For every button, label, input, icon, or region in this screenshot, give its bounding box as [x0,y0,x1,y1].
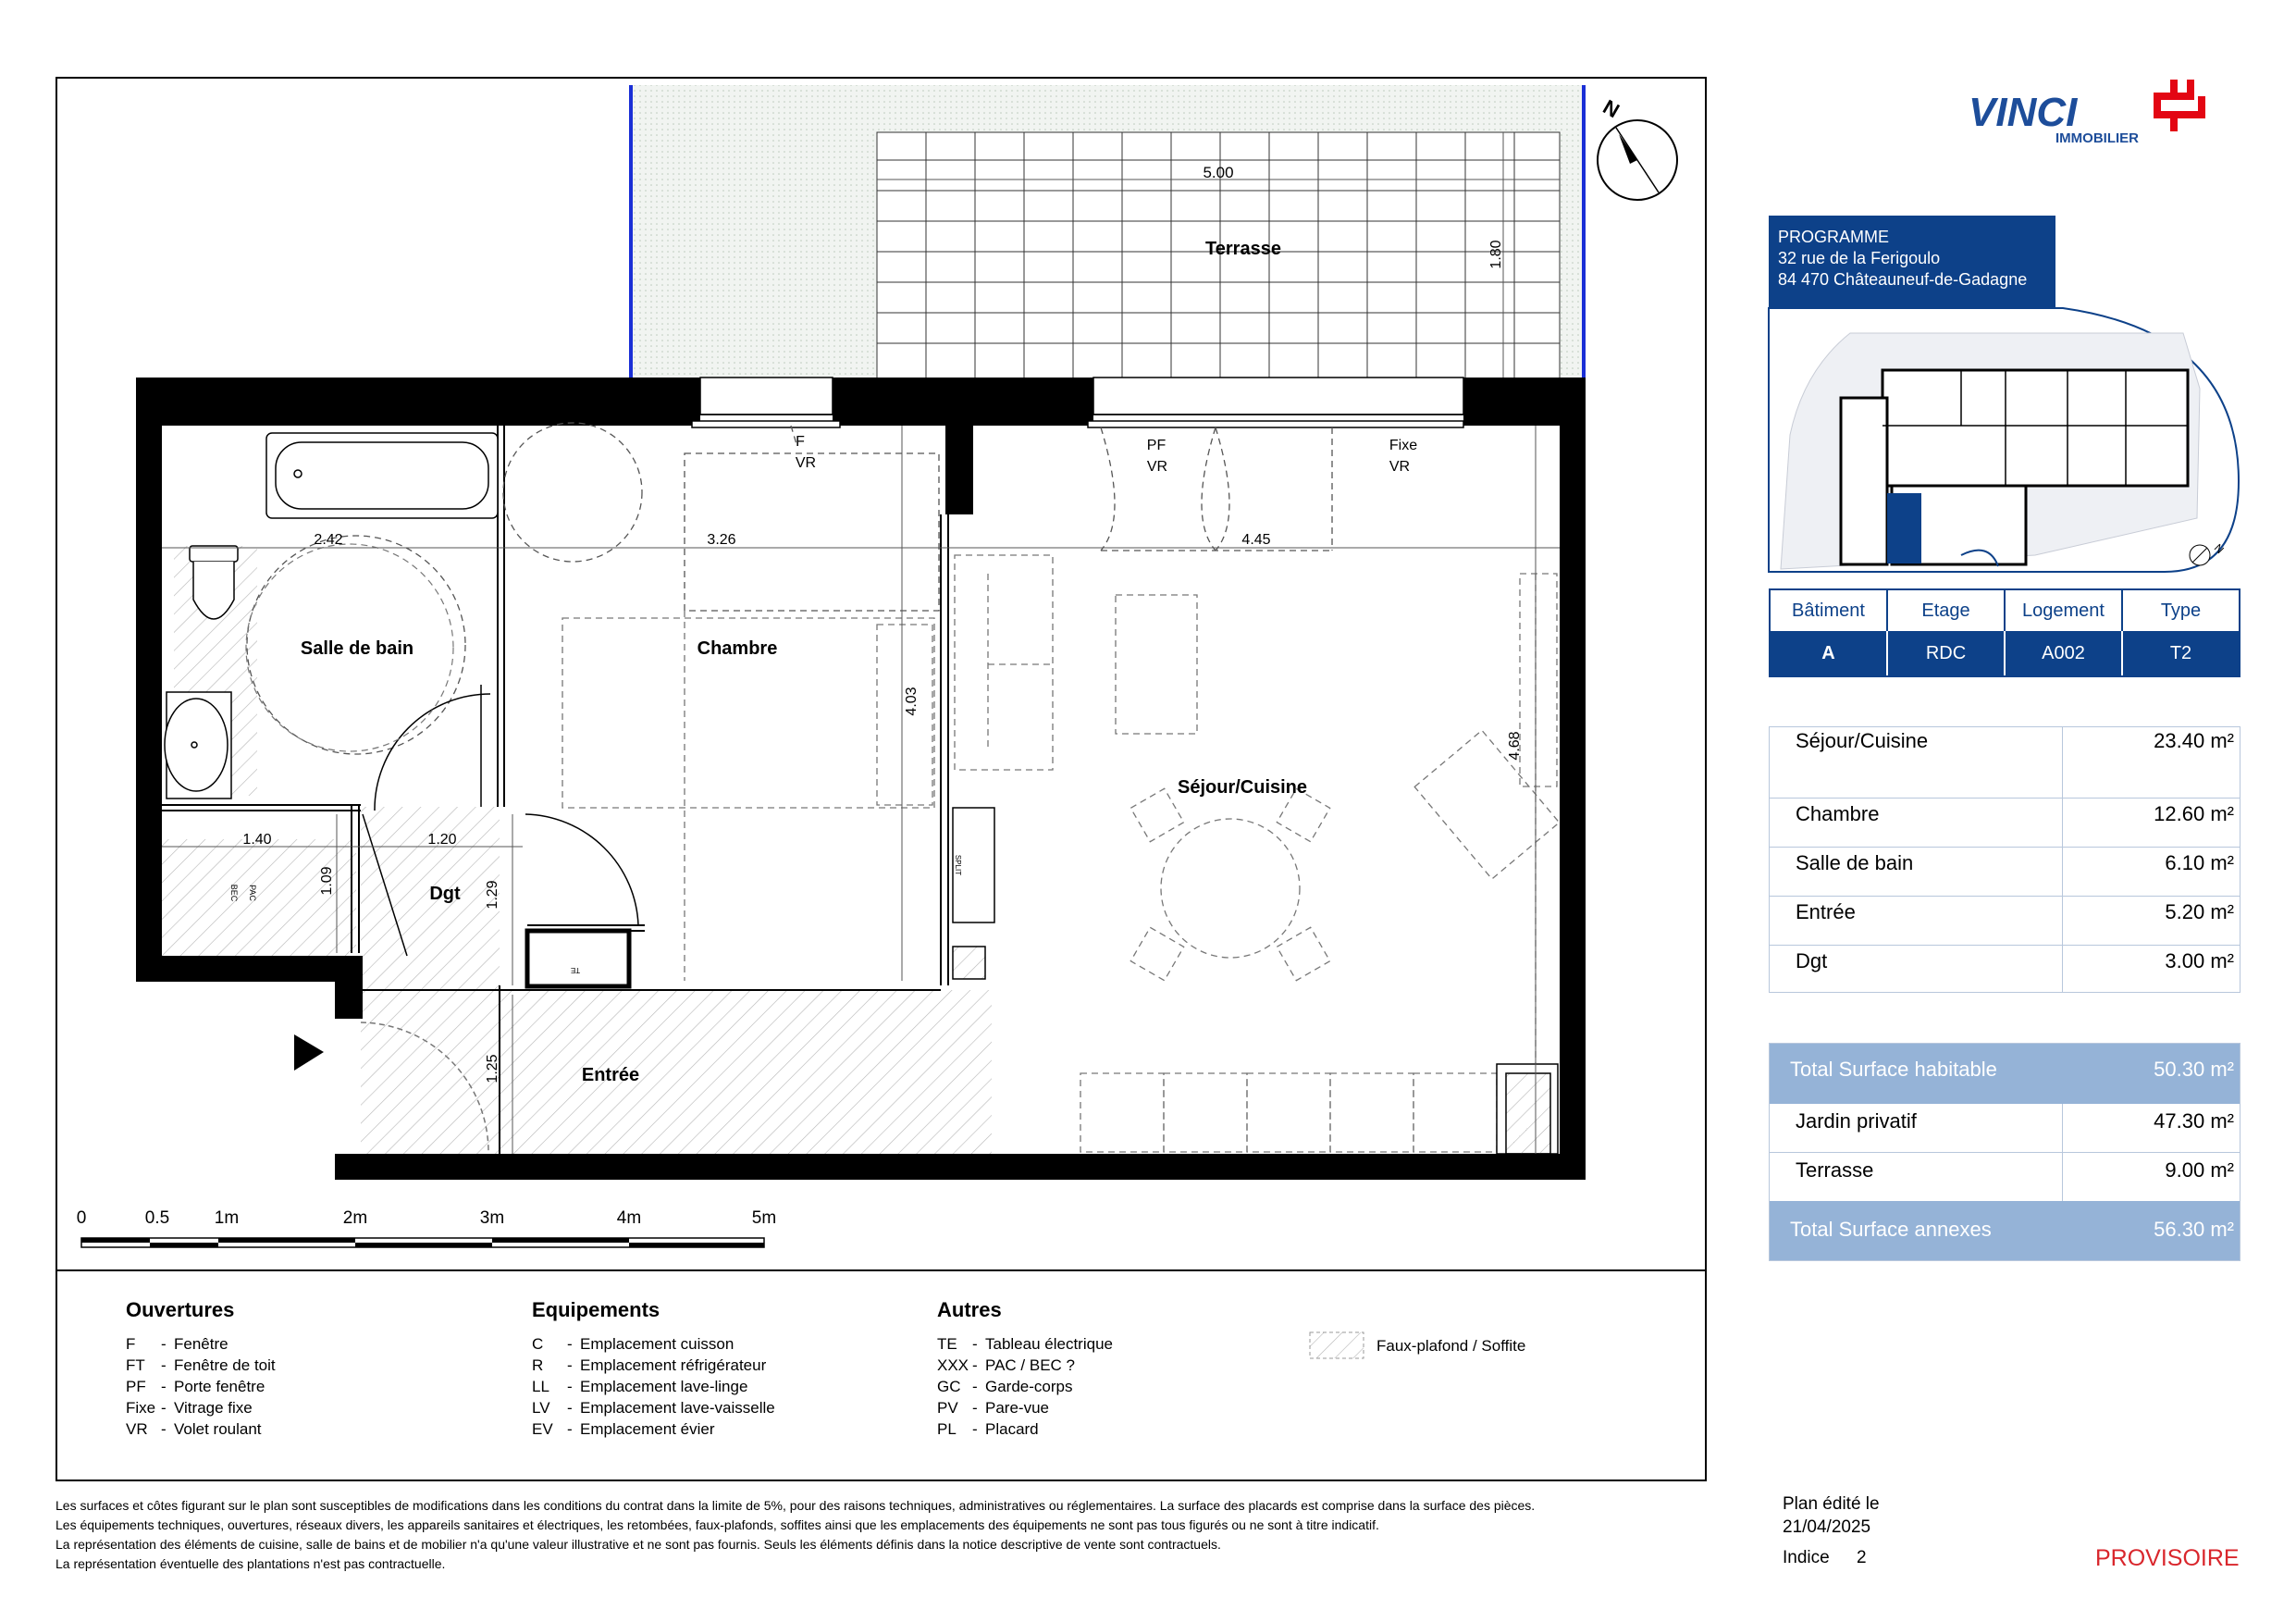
terrasse-row: Terrasse 9.00 m² [1796,1158,2234,1182]
info-table [1769,588,2240,677]
entrance-arrow-icon [294,1034,324,1071]
legend-equipements-title: Equipements [532,1298,660,1321]
indice-value: 2 [1857,1548,1867,1567]
legend-row: GC - Garde-corps [937,1378,1073,1395]
legend-row: VR - Volet roulant [126,1420,262,1438]
scale-label-05: 0.5 [144,1208,170,1228]
room-label-salle-de-bain: Salle de bain [300,638,414,659]
minimap-north-label: N [2211,541,2227,557]
dining-set [1130,730,1559,980]
pac-label: PAC [248,885,257,901]
split-label: SPLIT [954,854,962,876]
legend-equipements [532,1298,775,1440]
terrace-width-label: 5.00 [1203,164,1234,181]
programme-box [1769,216,2055,308]
logo-cross-icon [2157,80,2202,131]
vinci-logo [1969,80,2202,146]
surface-row-entree: Entrée 5.20 m² [1770,897,2240,946]
faux-plafond-areas [162,546,992,1154]
opening-label-vr-3: VR [1389,459,1411,475]
status-provisoire: PROVISOIRE [2095,1545,2240,1571]
bathtub [266,433,498,518]
disclaimer-line: La représentation des éléments de cuisine, salle de bains et de mobilier n'a qu'une valeur illustrative et ne sont pas fournis. Seuls les éléments définis dans la notice descriptive de vente sont contractuels. [56,1537,1221,1552]
dim-dgt-depth: 1.29 [485,880,500,910]
dim-bathroom-width: 2.42 [314,532,343,548]
legend-ouvertures [126,1298,276,1440]
opening-label-fixe: Fixe [1389,438,1418,453]
legend-row: FT - Fenêtre de toit [126,1356,276,1374]
surface-row-dgt: Dgt 3.00 m² [1796,949,2234,972]
surface-row-chambre: Chambre 12.60 m² [1770,799,2240,848]
info-header-batiment: Bâtiment [1771,590,1888,631]
disclaimer-line: Les surfaces et côtes figurant sur le plan sont susceptibles de modifications dans les conditions du contrat dans la limite de 5%, pour des raisons techniques, administratives ou réglementaires. La surface des placards est comprise dans la surface des pièces. [56,1498,1536,1513]
surface-row-sejour: Séjour/Cuisine 23.40 m² [1770,727,2240,799]
scale-label-5m: 5m [751,1208,777,1228]
dim-bedroom-width: 3.26 [707,532,736,548]
legend-row: EV - Emplacement évier [532,1420,715,1438]
legend-row: R - Emplacement réfrigérateur [532,1356,767,1374]
legend-row: PV - Pare-vue [937,1399,1049,1417]
legend-row: PL - Placard [937,1420,1039,1438]
disclaimer-line: Les équipements techniques, ouvertures, réseaux divers, les appareils sanitaires et électriques, les retombées, faux-plafonds, soffites ainsi que les emplacements des équipements ne sont pas tous figurés ou ne sont à titre indicatif. [56,1517,1379,1532]
legend-ouvertures-title: Ouvertures [126,1298,235,1321]
room-label-chambre: Chambre [697,638,778,659]
dim-living-depth: 4.68 [1507,731,1523,761]
legend-row: PF - Porte fenêtre [126,1378,265,1395]
totals-table [1769,1043,2240,1261]
scale-label-0: 0 [76,1208,87,1228]
programme-address-line1: 32 rue de la Ferigoulo [1778,249,1941,267]
terrace-label: Terrasse [1205,239,1281,259]
disclaimer [56,1496,1684,1574]
kitchen-column [953,808,1558,1154]
te-label: TE [570,966,581,974]
edited-date: 21/04/2025 [1783,1517,1871,1537]
scale-label-3m: 3m [479,1208,505,1228]
faux-plafond-swatch [1310,1332,1364,1358]
scale-label-2m: 2m [342,1208,368,1228]
legend-row: F - Fenêtre [126,1335,228,1353]
dim-entry-depth: 1.25 [485,1054,500,1083]
info-value-etage: RDC [1888,631,2006,675]
dim-living-width: 4.45 [1241,532,1271,548]
legend-autres-title: Autres [937,1298,1002,1321]
dim-placard-depth: 1.09 [319,866,335,896]
scale-label-4m: 4m [616,1208,642,1228]
washbasin [165,692,231,799]
sofa [955,555,1197,770]
room-label-sejour: Séjour/Cuisine [1177,777,1308,798]
room-label-entree: Entrée [581,1065,640,1085]
legend-row: TE - Tableau électrique [937,1335,1113,1353]
surfaces-table [1769,726,2240,993]
dim-placard-width: 1.40 [242,832,272,848]
minimap-selected-unit [1887,493,1921,563]
info-header-logement: Logement [2006,590,2123,631]
total-habitable-row: Total Surface habitable 50.30 m² [1770,1044,2240,1104]
info-value-logement: A002 [2006,631,2123,675]
surface-row-sdb: Salle de bain 6.10 m² [1770,848,2240,897]
dim-bedroom-depth: 4.03 [904,687,920,716]
scale-label-1m: 1m [214,1208,240,1228]
north-label: N [1599,94,1623,123]
programme-address-line2: 84 470 Châteauneuf-de-Gadagne [1778,270,2028,289]
opening-label-vr-1: VR [795,455,817,471]
legend-autres [937,1298,1113,1440]
scale-bar [81,1238,764,1247]
opening-label-f: F [796,434,805,450]
legend-row: XXX - PAC / BEC ? [937,1356,1075,1374]
terrace-depth-label: 1.80 [1488,240,1504,269]
logo-subtitle: IMMOBILIER [2055,130,2139,146]
info-header-type: Type [2160,600,2202,621]
kitchen-units [1080,574,1557,1152]
north-compass-icon [1598,120,1677,200]
disclaimer-line: La représentation éventuelle des plantations n'est pas contractuelle. [56,1556,446,1571]
legend-row: C - Emplacement cuisson [532,1335,734,1353]
room-label-dgt: Dgt [429,884,461,904]
info-value-type: T2 [2123,631,2239,675]
edited-label: Plan édité le [1783,1494,1880,1514]
opening-label-vr-2: VR [1146,459,1168,475]
legend-row: LL - Emplacement lave-linge [532,1378,748,1395]
legend-row: LV - Emplacement lave-vaisselle [532,1399,775,1417]
site-minimap [1769,308,2239,572]
indice-label: Indice [1783,1548,1830,1567]
logo-wordmark: VINCI [1969,90,2078,135]
opening-label-pf: PF [1146,438,1167,453]
programme-title: PROGRAMME [1778,228,1890,246]
faux-plafond-label: Faux-plafond / Soffite [1376,1337,1526,1355]
info-value-batiment: A [1771,631,1888,675]
legend-row: Fixe - Vitrage fixe [126,1399,253,1417]
total-annexes-row: Total Surface annexes 56.30 m² [1770,1201,2240,1260]
bec-label: BEC [229,884,239,902]
info-header-etage: Etage [1888,590,2006,631]
dim-dgt-width: 1.20 [427,832,457,848]
jardin-row: Jardin privatif 47.30 m² [1770,1104,2240,1153]
